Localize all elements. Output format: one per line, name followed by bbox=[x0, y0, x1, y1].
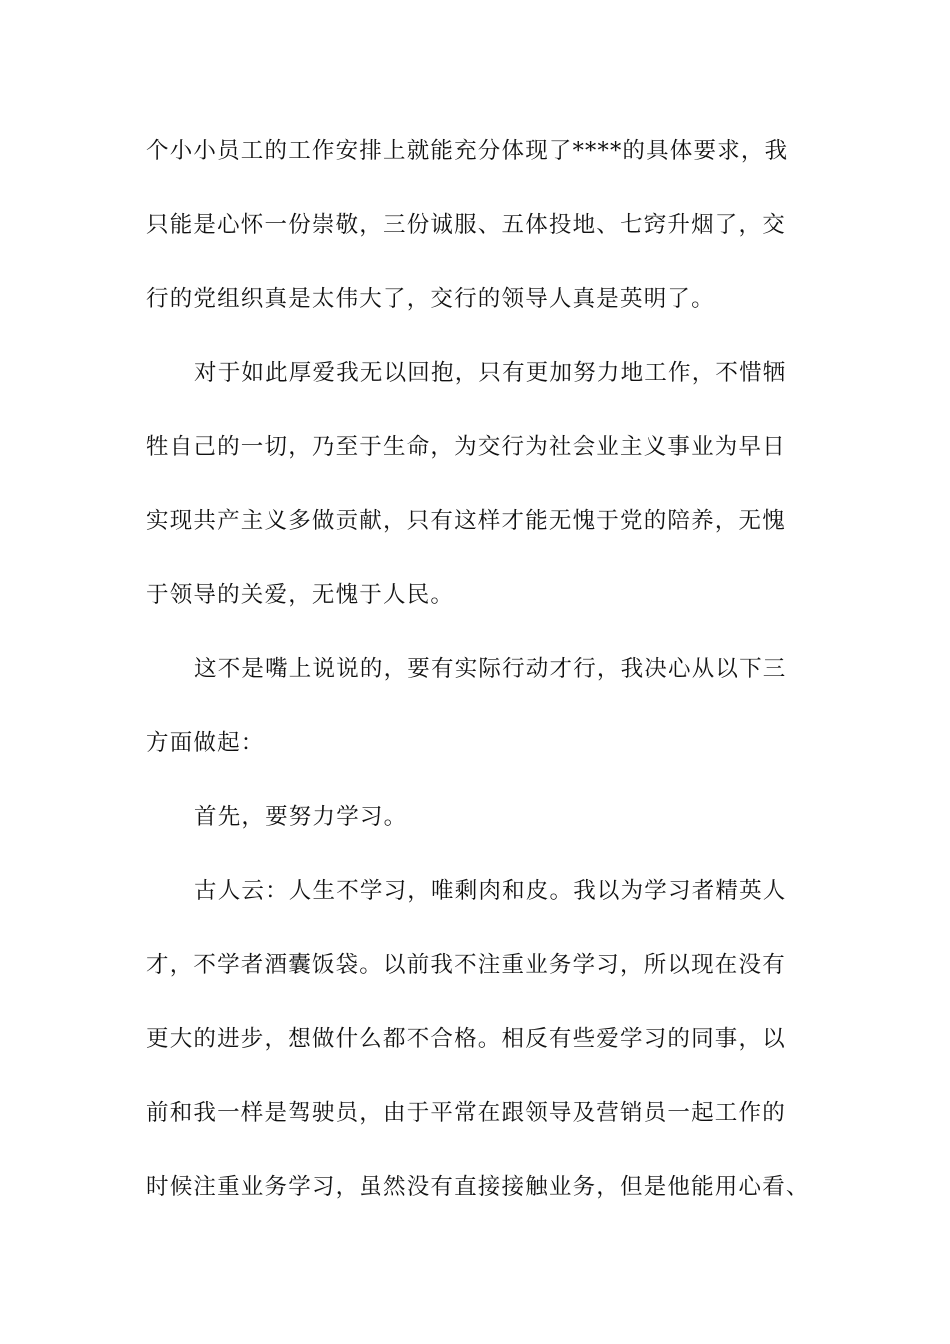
text-line: 个小小员工的工作安排上就能充分体现了****的具体要求，我 bbox=[146, 138, 789, 164]
text-line: 行的党组织真是太伟大了，交行的领导人真是英明了。 bbox=[146, 286, 715, 312]
body-text bbox=[146, 133, 810, 1243]
text-line: 才，不学者酒囊饭袋。以前我不注重业务学习，所以现在没有 bbox=[146, 952, 786, 978]
text-line: 方面做起： bbox=[146, 730, 265, 756]
paragraph-start-line: 古人云：人生不学习，唯剩肉和皮。我以为学习者精英人 bbox=[194, 878, 787, 904]
section-heading-line: 首先，要努力学习。 bbox=[194, 804, 408, 830]
paragraph-start-line: 这不是嘴上说说的，要有实际行动才行，我决心从以下三 bbox=[194, 656, 787, 682]
text-line: 于领导的关爱，无愧于人民。 bbox=[146, 582, 455, 608]
text-line: 只能是心怀一份崇敬，三份诚服、五体投地、七窍升烟了，交 bbox=[146, 212, 786, 238]
text-line: 牲自己的一切，乃至于生命，为交行为社会业主义事业为早日 bbox=[146, 434, 786, 460]
text-line: 更大的进步，想做什么都不合格。相反有些爱学习的同事，以 bbox=[146, 1026, 786, 1052]
text-line: 前和我一样是驾驶员，由于平常在跟领导及营销员一起工作的 bbox=[146, 1100, 786, 1126]
text-line: 时候注重业务学习，虽然没有直接接触业务，但是他能用心看、 bbox=[146, 1174, 810, 1200]
text-line: 实现共产主义多做贡献，只有这样才能无愧于党的陪养，无愧 bbox=[146, 508, 786, 534]
paragraph-start-line: 对于如此厚爱我无以回抱，只有更加努力地工作，不惜牺 bbox=[194, 360, 787, 386]
